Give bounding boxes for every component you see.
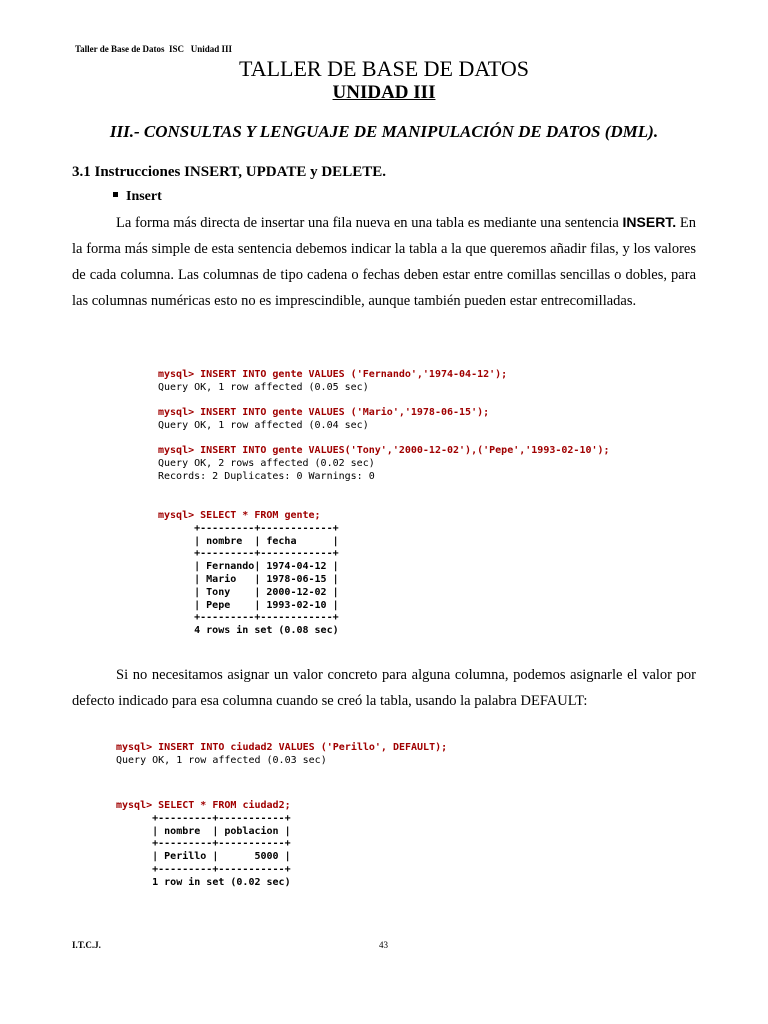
unit-title: UNIDAD III <box>332 82 436 103</box>
result-table-row: +---------+-----------+ <box>152 838 291 850</box>
sql-command: SELECT * FROM gente; <box>200 510 321 521</box>
subsection-heading: 3.1 Instrucciones INSERT, UPDATE y DELETE. <box>72 164 386 180</box>
result-table-row: +---------+-----------+ <box>152 812 291 824</box>
result-table-row: +---------+------------+ <box>194 522 339 534</box>
result-table-row: +---------+-----------+ <box>152 863 291 875</box>
query-output: Query OK, 1 row affected (0.03 sec) <box>116 754 327 766</box>
sql-command: INSERT INTO ciudad2 VALUES ('Perillo', DEFAULT); <box>158 742 448 753</box>
running-header: Taller de Base de Datos ISC Unidad III <box>75 44 233 54</box>
mysql-prompt: mysql> <box>158 510 201 521</box>
code-block-select-ciudad2 <box>116 800 291 890</box>
code-block-insert-3 <box>158 445 610 483</box>
sql-command: INSERT INTO gente VALUES ('Mario','1978-06-15'); <box>200 407 490 418</box>
result-table-row: 4 rows in set (0.08 sec) <box>194 625 339 637</box>
result-table-row: | nombre | poblacion | <box>152 825 291 837</box>
para1-keyword: INSERT. <box>622 214 677 230</box>
query-output: Query OK, 2 rows affected (0.02 sec) <box>158 457 375 469</box>
code-block-select-gente <box>158 510 339 638</box>
document-title: TALLER DE BASE DE DATOS <box>239 56 529 81</box>
para1-rest: En la forma más simple de esta sentencia debemos indicar la tabla a la que queremos añadir filas, y los valores de cada columna. Las columnas de tipo cadena o fechas deben estar entre comillas sencillas o dobles, para las columnas numéricas esto no es imprescindible, aunque también pueden estar entrecomilladas. <box>72 215 696 309</box>
result-table-row: 1 row in set (0.02 sec) <box>152 876 291 888</box>
code-block-insert-1 <box>158 369 507 395</box>
section-heading: III.- CONSULTAS Y LENGUAJE DE MANIPULACIÓN DE DATOS (DML). <box>109 122 659 141</box>
result-table-row: | Pepe | 1993-02-10 | <box>194 599 339 611</box>
result-table-row: | nombre | fecha | <box>194 535 339 547</box>
code-block-insert-ciudad2 <box>116 742 447 768</box>
mysql-prompt: mysql> <box>116 800 159 811</box>
sql-command: SELECT * FROM ciudad2; <box>158 800 291 811</box>
result-table-row: | Tony | 2000-12-02 | <box>194 586 339 598</box>
result-table-row: | Mario | 1978-06-15 | <box>194 573 339 585</box>
paragraph-insert-intro <box>72 209 696 314</box>
result-table-row: | Perillo | 5000 | <box>152 851 291 863</box>
bullet-label: Insert <box>126 189 162 204</box>
mysql-prompt: mysql> <box>116 742 159 753</box>
para2-text: Si no necesitamos asignar un valor concreto para alguna columna, podemos asignarle el valor por defecto indicado para esa columna cuando se creó la tabla, usando la palabra DEFAULT: <box>72 667 696 709</box>
query-output: Query OK, 1 row affected (0.04 sec) <box>158 419 369 431</box>
result-table-row: +---------+------------+ <box>194 548 339 560</box>
para1-start: La forma más directa de insertar una fila nueva en una tabla es mediante una sentencia <box>116 215 623 231</box>
query-output: Records: 2 Duplicates: 0 Warnings: 0 <box>158 470 375 482</box>
page-number: 43 <box>379 940 388 950</box>
sql-command: INSERT INTO gente VALUES('Tony','2000-12-02'),('Pepe','1993-02-10'); <box>200 445 610 456</box>
result-table-row: | Fernando| 1974-04-12 | <box>194 561 339 573</box>
footer-institution: I.T.C.J. <box>72 940 101 950</box>
mysql-prompt: mysql> <box>158 407 201 418</box>
mysql-prompt: mysql> <box>158 369 201 380</box>
query-output: Query OK, 1 row affected (0.05 sec) <box>158 381 369 393</box>
bullet-square-icon <box>113 192 118 197</box>
bullet-insert <box>113 189 162 205</box>
result-table-row: +---------+------------+ <box>194 612 339 624</box>
sql-command: INSERT INTO gente VALUES ('Fernando','1974-04-12'); <box>200 369 508 380</box>
code-block-insert-2 <box>158 407 489 433</box>
mysql-prompt: mysql> <box>158 445 201 456</box>
paragraph-default <box>72 662 696 714</box>
